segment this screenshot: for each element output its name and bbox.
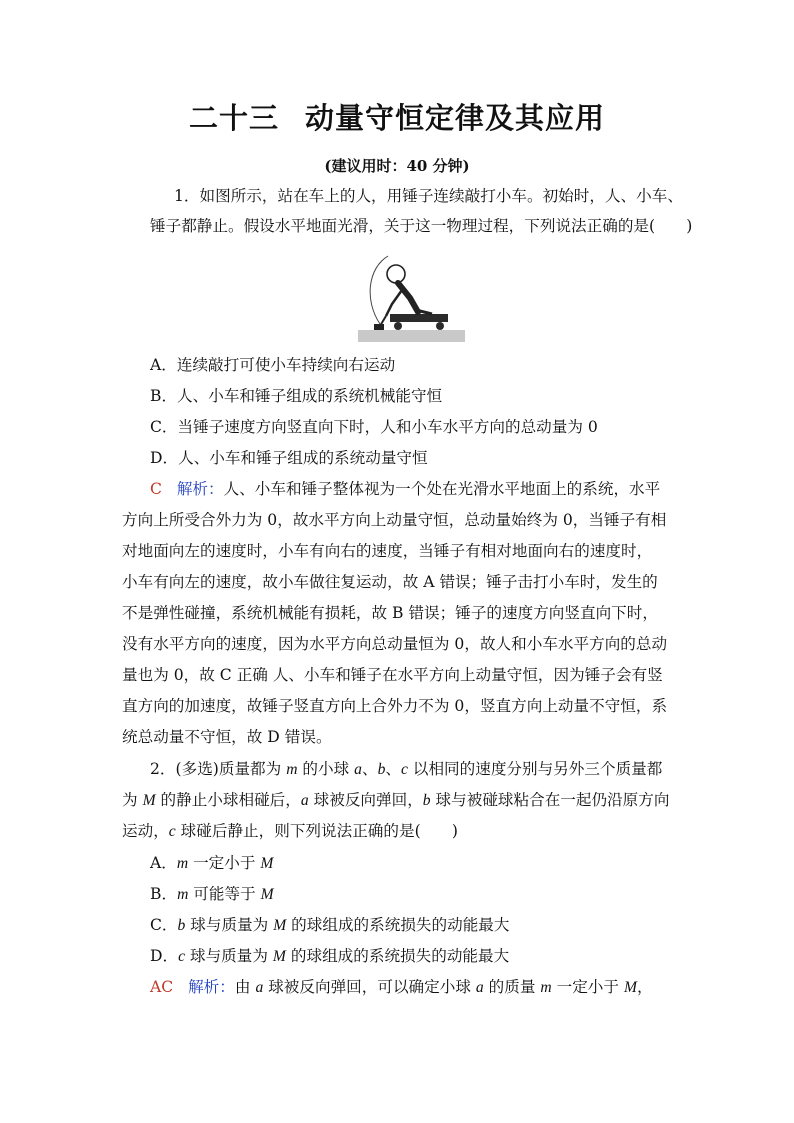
q1-explanation-line3: 对地面向左的速度时，小车有向右的速度，当锤子有相对地面向右的速度时， <box>122 542 653 560</box>
q1-explanation-line5: 不是弹性碰撞，系统机械能有损耗，故 B 错误；锤子的速度方向竖直向下时， <box>122 604 658 622</box>
q2-opt-a-mid: 一定小于 <box>188 854 261 872</box>
person-body <box>398 283 418 312</box>
q2-l1-text-c: 以相同的速度分别与另外三个质量都 <box>407 760 663 778</box>
q2-stem-line3 <box>122 821 652 842</box>
q2-l2-text-d: 球与被碰球粘合在一起仍沿原方向 <box>430 791 670 809</box>
q1-jiexi-label: 解析： <box>176 480 224 498</box>
person-head <box>387 265 405 283</box>
person-arm <box>386 290 402 316</box>
q2-l3-text-a: 运动， <box>122 822 169 840</box>
q2-l1-var-a: a <box>354 761 362 778</box>
q2-exp-var-m: m <box>540 979 552 996</box>
q2-l2-var-b: b <box>422 792 431 809</box>
q2-l2-var-a: a <box>300 792 309 809</box>
q2-l1-var-c: c <box>400 761 408 778</box>
q2-stem-line2 <box>122 790 670 811</box>
q2-exp-a: 由 <box>234 978 256 996</box>
q2-l2-text-a: 为 <box>122 791 143 809</box>
q2-opt-a-m: m <box>176 855 189 872</box>
q2-l1-text-b: 的小球 <box>297 760 355 778</box>
q2-exp-var-M: M <box>623 979 637 996</box>
q2-explanation-line1 <box>150 977 680 998</box>
q2-exp-b: 球被反向弹回，可以确定小球 <box>263 978 476 996</box>
q2-opt-c-end: 的球组成的系统损失的动能最大 <box>286 916 510 934</box>
q2-exp-c: 的质量 <box>483 978 541 996</box>
q1-explanation-line9: 统总动量不守恒，故 D 错误。 <box>122 728 332 746</box>
q1-stem-line1: 1．如图所示，站在车上的人，用锤子连续敲打小车。初始时，人、小车、 <box>174 187 683 205</box>
q2-opt-a-M: M <box>260 855 274 872</box>
swing-arc <box>370 256 388 324</box>
q1-explanation-line7: 量也为 0，故 C 正确 人、小车和锤子在水平方向上动量守恒，因为锤子会有竖 <box>122 666 663 684</box>
q1-answer: C <box>150 480 162 498</box>
q1-explanation-line6: 没有水平方向的速度，因为水平方向总动量恒为 0，故人和小车水平方向的总动 <box>122 635 668 653</box>
q2-l2-text-c: 球被反向弹回， <box>308 791 423 809</box>
title-text: 动量守恒定律及其应用 <box>305 101 606 135</box>
cart-wheel-left <box>394 322 402 330</box>
q2-opt-c-prefix: C． <box>150 916 178 934</box>
q2-l2-text-b: 的静止小球相碰后， <box>155 791 301 809</box>
q1-option-d: D．人、小车和锤子组成的系统动量守恒 <box>150 449 428 467</box>
q1-explanation-line2: 方向上所受合外力为 0，故水平方向上动量守恒，总动量始终为 0，当锤子有相 <box>122 511 667 529</box>
q2-opt-d-c: c <box>178 948 186 965</box>
q2-opt-d-M: M <box>272 948 286 965</box>
q2-opt-a-prefix: A． <box>150 854 177 872</box>
q2-l3-text-b: 球碰后静止，则下列说法正确的是( ) <box>175 822 458 840</box>
q2-l1-var-m: m <box>286 761 298 778</box>
q2-exp-d: 一定小于 <box>551 978 624 996</box>
q2-jiexi-label: 解析： <box>188 978 235 996</box>
q1-explanation-line4: 小车有向左的速度，故小车做往复运动，故 A 错误；锤子击打小车时，发生的 <box>122 573 658 591</box>
q2-opt-d-end: 的球组成的系统损失的动能最大 <box>285 947 510 965</box>
q1-explanation-line1 <box>150 479 680 499</box>
q2-stem-line1 <box>150 759 680 780</box>
q2-exp-e: ， <box>636 978 653 996</box>
page-subtitle: (建议用时：40 分钟) <box>324 157 470 175</box>
q2-option-c <box>150 915 680 936</box>
hammer-cart-figure <box>358 250 465 343</box>
q2-l1-sep1: 、 <box>361 760 378 778</box>
cart-wheel-right <box>436 322 444 330</box>
q2-option-a <box>150 853 680 874</box>
hammer-head <box>374 324 384 330</box>
cart-body <box>390 314 448 322</box>
q2-opt-c-mid: 球与质量为 <box>185 916 274 934</box>
q2-l1-text-a: 2．(多选)质量都为 <box>150 760 287 778</box>
q1-exp-text1: 人、小车和锤子整体视为一个处在光滑水平地面上的系统，水平 <box>223 480 661 498</box>
q2-answer: AC <box>150 978 174 996</box>
q2-option-b <box>150 884 680 905</box>
q2-opt-d-prefix: D． <box>150 947 179 965</box>
q1-option-c: C．当锤子速度方向竖直向下时，人和小车水平方向的总动量为 0 <box>150 418 598 436</box>
q2-opt-b-mid: 可能等于 <box>188 885 261 903</box>
q2-opt-c-M: M <box>273 917 287 934</box>
q1-explanation-line8: 直方向的加速度，故锤子竖直方向上合外力不为 0，竖直方向上动量不守恒，系 <box>122 697 668 715</box>
q2-exp-var-a: a <box>255 979 264 996</box>
ground-strip <box>358 330 465 342</box>
q2-l2-var-M: M <box>142 792 156 809</box>
q2-opt-c-b: b <box>177 917 186 934</box>
q2-l3-var-c: c <box>168 823 176 840</box>
q2-l1-sep2: 、 <box>385 760 401 778</box>
q2-opt-b-m: m <box>177 886 189 903</box>
title-number: 二十三 <box>188 101 279 135</box>
q2-opt-d-mid: 球与质量为 <box>185 947 273 965</box>
q2-exp-var-a2: a <box>475 979 484 996</box>
q2-opt-b-prefix: B． <box>150 885 178 903</box>
q2-l1-var-b: b <box>377 761 386 778</box>
page-title <box>0 96 794 137</box>
q2-opt-b-M: M <box>260 886 274 903</box>
q2-option-d <box>150 946 680 967</box>
q1-stem-line2: 锤子都静止。假设水平地面光滑，关于这一物理过程，下列说法正确的是( ) <box>150 217 693 235</box>
q1-option-a: A．连续敲打可使小车持续向右运动 <box>150 356 396 374</box>
q1-option-b: B．人、小车和锤子组成的系统机械能守恒 <box>150 387 443 405</box>
